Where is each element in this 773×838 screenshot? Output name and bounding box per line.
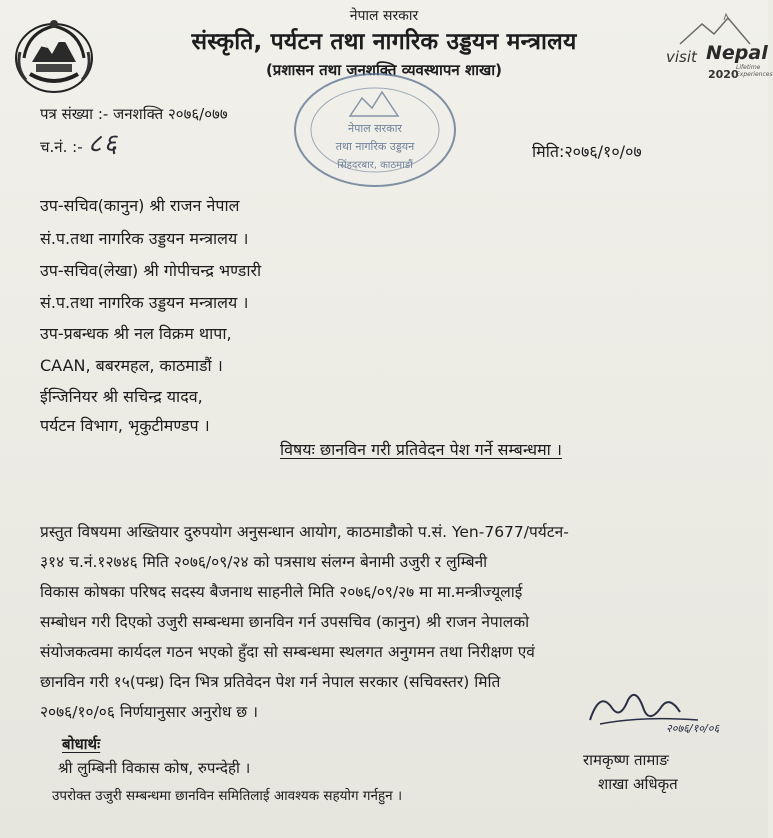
body-line: सम्बोधन गरी दिएको उजुरी सम्बन्धमा छानविन गर्न उपसचिव (कानुन) श्री राजन नेपालको [40,613,530,631]
branch-name: (प्रशासन तथा जनशक्ति व्यवस्थापन शाखा) [265,61,503,79]
government-name: नेपाल सरकार [349,8,419,24]
body-line: छानविन गरी १५(पन्ध्र) दिन भित्र प्रतिवेदन पेश गर्न नेपाल सरकार (सचिवस्तर) मिति [40,673,501,691]
logo-nepal-text: Nepal [706,42,768,64]
ministry-title: संस्कृति, पर्यटन तथा नागरिक उड्डयन मन्त्रालय [191,29,577,55]
addressee-line: सं.प.तथा नागरिक उड्डयन मन्त्रालय । [40,229,249,248]
addressee-line: सं.प.तथा नागरिक उड्डयन मन्त्रालय । [40,293,249,312]
body-line: प्रस्तुत विषयमा अख्तियार दुरुपयोग अनुसन्धान आयोग, काठमाडौको प.सं. Yen-7677/पर्यटन- [40,523,569,541]
visit-nepal-logo [640,14,773,94]
cc-label: बोधार्थः [62,735,101,753]
signature-date: २०७६/१०/०६ [666,722,720,735]
body-line: विकास कोषका परिषद सदस्य बैजनाथ साहनीले मिति २०७६/०९/२७ मा मा.मन्त्रीज्यूलाई [40,583,523,601]
logo-tagline-text: Lifetime Experiences [736,64,773,78]
letter-date: मिति:२०७६/१०/०७ [532,142,642,161]
stamp-line-1: नेपाल सरकार [348,122,402,135]
addressee-line: पर्यटन विभाग, भृकुटीमण्डप । [40,416,210,435]
stamp-line-3: सिंहदरबार, काठमाडौं [337,160,413,171]
addressee-line: उप-सचिव(लेखा) श्री गोपीचन्द्र भण्डारी [40,261,262,280]
cc-note: उपरोक्त उजुरी सम्बन्धमा छानविन समितिलाई आवश्यक सहयोग गर्नहुन । [52,788,403,804]
signer-title: शाखा अधिकृत [598,775,678,793]
body-line: ३१४ च.नं.१२७४६ मिति २०७६/०९/२४ को पत्रसाथ संलग्न बेनामी उजुरी र लुम्बिनी [40,553,488,571]
dispatch-number-label: च.नं. :- [40,138,83,156]
stamp-line-2: तथा नागरिक उड्डयन [335,140,415,153]
logo-year-text: 2020 [708,68,739,81]
office-stamp [290,70,460,194]
handwritten-signature [570,680,720,740]
dispatch-number-value: ८६ [88,129,120,159]
addressee-line: उप-प्रबन्धक श्री नल विक्रम थापा, [40,324,232,343]
letter-subject: विषयः छानविन गरी प्रतिवेदन पेश गर्ने सम्बन्धमा । [280,440,562,459]
letter-reference-number: पत्र संख्या :- जनशक्ति २०७६/०७७ [40,105,228,123]
addressee-line: CAAN, बबरमहल, काठमाडौं । [40,356,223,375]
addressee-line: उप-सचिव(कानुन) श्री राजन नेपाल [40,196,240,215]
signer-name: रामकृष्ण तामाङ [583,751,669,769]
body-line: २०७६/१०/०६ निर्णयानुसार अनुरोध छ । [40,703,258,721]
cc-recipient: श्री लुम्बिनी विकास कोष, रुपन्देही । [58,759,251,777]
body-line: संयोजकत्वमा कार्यदल गठन भएको हुँदा सो सम्बन्धमा स्थलगत अनुगमन तथा निरीक्षण एवं [40,643,535,661]
addressee-line: ईन्जिनियर श्री सचिन्द्र यादव, [40,387,203,406]
logo-visit-text: visit [666,48,697,66]
